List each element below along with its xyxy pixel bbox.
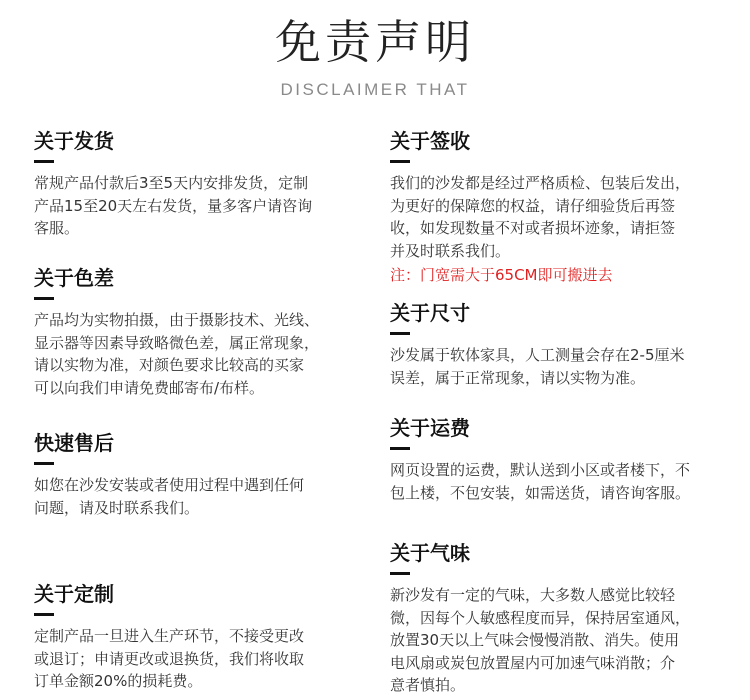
body-line: 显示器等因素导致略微色差，属正常现象，: [34, 333, 320, 352]
body-line: 客服。: [34, 219, 80, 237]
page-subtitle: DISCLAIMER THAT: [280, 80, 470, 99]
section-body: [34, 474, 369, 519]
body-line: 误差，属于正常现象，请以实物为准。: [390, 368, 646, 387]
heading-underline: [34, 462, 54, 465]
section-after-sales: [34, 430, 369, 519]
section-body: [34, 625, 369, 693]
section-heading: 快速售后: [34, 431, 114, 455]
body-line: 意者慎拍。: [390, 676, 466, 694]
section-shipping: [34, 128, 369, 240]
body-line: 请以实物为准，对颜色要求比较高的买家: [34, 356, 305, 374]
section-heading: 关于签收: [390, 129, 470, 153]
body-line: 电风扇或炭包放置屋内可加速气味消散；介: [390, 653, 676, 672]
section-custom: [34, 581, 369, 693]
body-line: 微，因每个人敏感程度而异，保持居室通风，: [390, 608, 691, 627]
section-color: [34, 265, 369, 399]
section-body: [34, 172, 369, 240]
body-line: 产品均为实物拍摄，由于摄影技术、光线、: [34, 311, 320, 329]
body-line: 常规产品付款后3至5天内安排发货，定制: [34, 174, 309, 192]
section-heading: 关于定制: [34, 582, 114, 606]
heading-underline: [390, 447, 410, 450]
heading-underline: [34, 613, 54, 616]
section-freight: [390, 415, 725, 504]
body-line: 订单金额20%的损耗费。: [34, 672, 203, 690]
heading-underline: [34, 297, 54, 300]
section-heading: 关于发货: [34, 129, 114, 153]
body-line: 为更好的保障您的权益，请仔细验货后再签: [390, 196, 676, 215]
page-title: 免责声明: [275, 15, 475, 69]
body-line: 定制产品一旦进入生产环节，不接受更改: [34, 627, 305, 645]
body-line: 沙发属于软体家具，人工测量会存在2-5厘米: [390, 346, 685, 364]
body-line: 问题，请及时联系我们。: [34, 498, 200, 517]
section-heading: 关于运费: [390, 416, 470, 440]
section-body: [390, 344, 725, 389]
section-odor: [390, 540, 725, 697]
heading-underline: [390, 160, 410, 163]
section-receipt: [390, 128, 725, 287]
body-line: 放置30天以上气味会慢慢消散、消失。使用: [390, 631, 680, 649]
heading-underline: [34, 160, 54, 163]
section-body: [34, 309, 369, 399]
section-body: [390, 172, 725, 262]
body-line: 或退订；申请更改或退换货，我们将收取: [34, 649, 305, 668]
body-line: 并及时联系我们。: [390, 241, 511, 260]
section-heading: 关于色差: [34, 266, 114, 290]
body-line: 网页设置的运费，默认送到小区或者楼下，不: [390, 461, 691, 479]
body-line: 新沙发有一定的气味，大多数人感觉比较轻: [390, 586, 676, 604]
section-body: [390, 459, 725, 504]
body-line: 包上楼，不包安装，如需送货，请咨询客服。: [390, 483, 691, 502]
heading-underline: [390, 332, 410, 335]
section-heading: 关于气味: [390, 541, 470, 565]
body-line: 产品15至20天左右发货，量多客户请咨询: [34, 196, 313, 215]
section-heading: 关于尺寸: [390, 301, 470, 325]
body-line: 收，如发现数量不对或者损坏迹象，请拒签: [390, 219, 676, 237]
heading-underline: [390, 572, 410, 575]
body-line: 可以向我们申请免费邮寄布/布样。: [34, 378, 265, 397]
section-body: [390, 584, 725, 697]
door-width-note: 注：门宽需大于65CM即可搬进去: [390, 266, 613, 284]
section-size: [390, 300, 725, 389]
body-line: 如您在沙发安装或者使用过程中遇到任何: [34, 476, 305, 494]
body-line: 我们的沙发都是经过严格质检、包装后发出，: [390, 174, 691, 192]
